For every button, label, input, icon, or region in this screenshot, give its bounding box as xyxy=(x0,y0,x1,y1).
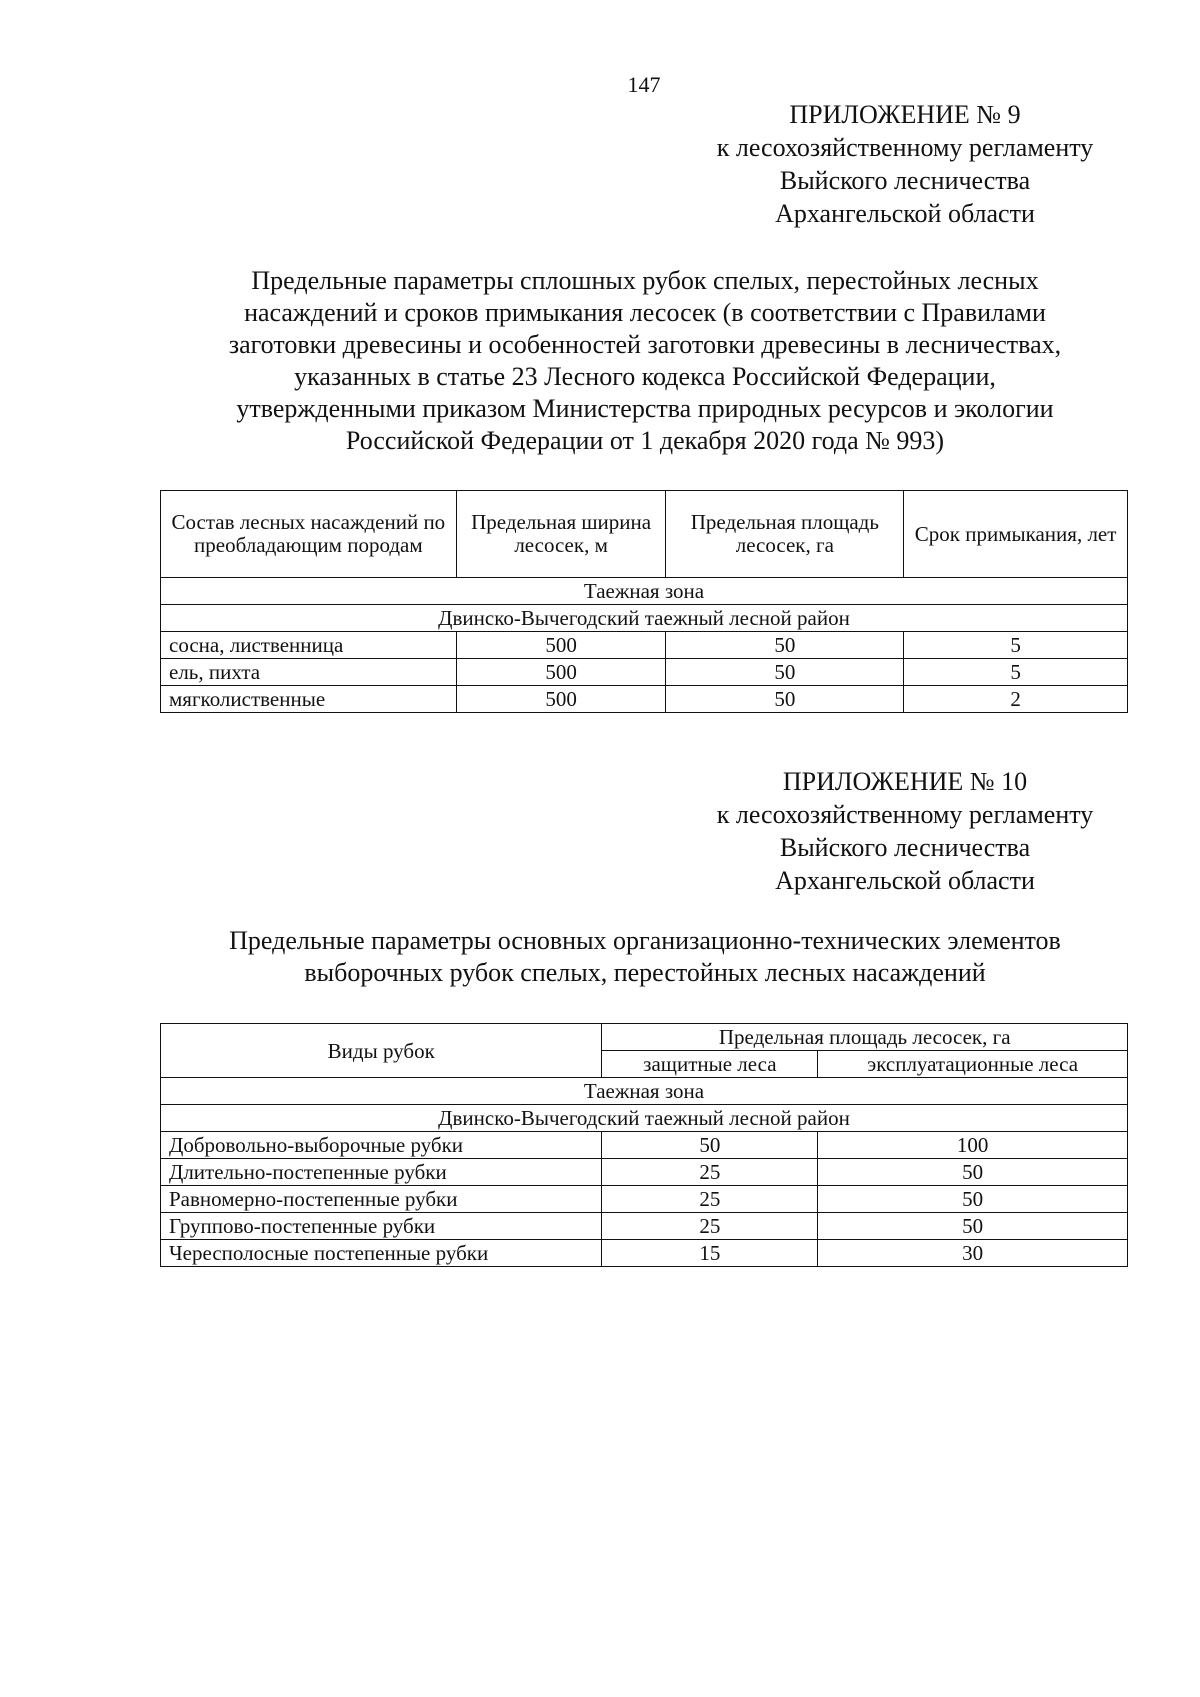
table-row xyxy=(161,1213,1128,1240)
table-row xyxy=(161,1186,1128,1213)
header-composition: Состав лесных насаждений по преобладающим породам xyxy=(161,491,457,578)
appendix-9-line3: Архангельской области xyxy=(775,199,1035,228)
appendix-10-header xyxy=(690,765,1120,897)
exploitation-cell: 50 xyxy=(818,1213,1128,1240)
selective-cutting-table xyxy=(160,1023,1128,1267)
table-header-row xyxy=(161,1024,1128,1051)
cutting-type-cell: Добровольно-выборочные рубки xyxy=(161,1132,602,1159)
appendix-10-line1: к лесохозяйственному регламенту xyxy=(716,800,1094,829)
exploitation-cell: 50 xyxy=(818,1186,1128,1213)
term-cell: 5 xyxy=(904,659,1128,686)
species-cell: мягколиственные xyxy=(161,686,457,713)
caption-line: утвержденными приказом Министерства природных ресурсов и экологии xyxy=(236,394,1054,423)
cutting-type-cell: Длительно-постепенные рубки xyxy=(161,1159,602,1186)
clearcut-parameters-table xyxy=(160,490,1128,713)
table-9-caption xyxy=(160,265,1130,457)
table-10-caption xyxy=(160,925,1130,989)
table-row xyxy=(161,659,1128,686)
appendix-10-line3: Архангельской области xyxy=(775,866,1035,895)
header-area: Предельная площадь лесосек, га xyxy=(666,491,904,578)
cutting-type-cell: Группово-постепенные рубки xyxy=(161,1213,602,1240)
cutting-type-cell: Равномерно-постепенные рубки xyxy=(161,1186,602,1213)
caption-line: насаждений и сроков примыкания лесосек (в соответствии с Правилами xyxy=(244,298,1046,327)
zone-row xyxy=(161,578,1128,605)
zone-cell: Таежная зона xyxy=(161,578,1128,605)
term-cell: 2 xyxy=(904,686,1128,713)
appendix-10-title: ПРИЛОЖЕНИЕ № 10 xyxy=(782,767,1028,796)
width-cell: 500 xyxy=(456,632,666,659)
table-row xyxy=(161,632,1128,659)
caption-line: указанных в статье 23 Лесного кодекса Российской Федерации, xyxy=(294,362,996,391)
appendix-9-title: ПРИЛОЖЕНИЕ № 9 xyxy=(789,100,1021,129)
table-row xyxy=(161,1240,1128,1267)
species-cell: сосна, лиственница xyxy=(161,632,457,659)
area-cell: 50 xyxy=(666,632,904,659)
appendix-9-header xyxy=(690,98,1120,230)
table-row xyxy=(161,686,1128,713)
header-width: Предельная ширина лесосек, м xyxy=(456,491,666,578)
appendix-9-line2: Выйского лесничества xyxy=(779,166,1031,195)
protective-cell: 15 xyxy=(602,1240,818,1267)
area-cell: 50 xyxy=(666,659,904,686)
table-row xyxy=(161,1132,1128,1159)
region-cell: Двинско-Вычегодский таежный лесной район xyxy=(161,1105,1128,1132)
protective-cell: 25 xyxy=(602,1159,818,1186)
width-cell: 500 xyxy=(456,686,666,713)
caption-line: заготовки древесины и особенностей заготовки древесины в лесничествах, xyxy=(228,330,1062,359)
width-cell: 500 xyxy=(456,659,666,686)
exploitation-cell: 30 xyxy=(818,1240,1128,1267)
protective-cell: 25 xyxy=(602,1186,818,1213)
species-cell: ель, пихта xyxy=(161,659,457,686)
area-cell: 50 xyxy=(666,686,904,713)
region-row xyxy=(161,1105,1128,1132)
zone-cell: Таежная зона xyxy=(161,1078,1128,1105)
header-cutting-type: Виды рубок xyxy=(161,1024,602,1078)
region-cell: Двинско-Вычегодский таежный лесной район xyxy=(161,605,1128,632)
region-row xyxy=(161,605,1128,632)
protective-cell: 25 xyxy=(602,1213,818,1240)
exploitation-cell: 50 xyxy=(818,1159,1128,1186)
caption-line: Российской Федерации от 1 декабря 2020 года № 993) xyxy=(345,426,945,455)
header-protective: защитные леса xyxy=(602,1051,818,1078)
table-row xyxy=(161,1159,1128,1186)
caption-line: Предельные параметры основных организационно-технических элементов xyxy=(229,926,1061,955)
term-cell: 5 xyxy=(904,632,1128,659)
appendix-10-line2: Выйского лесничества xyxy=(779,833,1031,862)
caption-line: выборочных рубок спелых, перестойных лесных насаждений xyxy=(304,958,986,987)
zone-row xyxy=(161,1078,1128,1105)
appendix-9-line1: к лесохозяйственному регламенту xyxy=(716,133,1094,162)
protective-cell: 50 xyxy=(602,1132,818,1159)
table-header-row xyxy=(161,491,1128,578)
page-number: 147 xyxy=(627,72,661,97)
cutting-type-cell: Чересполосные постепенные рубки xyxy=(161,1240,602,1267)
header-exploitation: эксплуатационные леса xyxy=(818,1051,1128,1078)
header-adjacency: Срок примыкания, лет xyxy=(904,491,1128,578)
exploitation-cell: 100 xyxy=(818,1132,1128,1159)
caption-line: Предельные параметры сплошных рубок спелых, перестойных лесных xyxy=(251,266,1039,295)
header-area-group: Предельная площадь лесосек, га xyxy=(602,1024,1128,1051)
